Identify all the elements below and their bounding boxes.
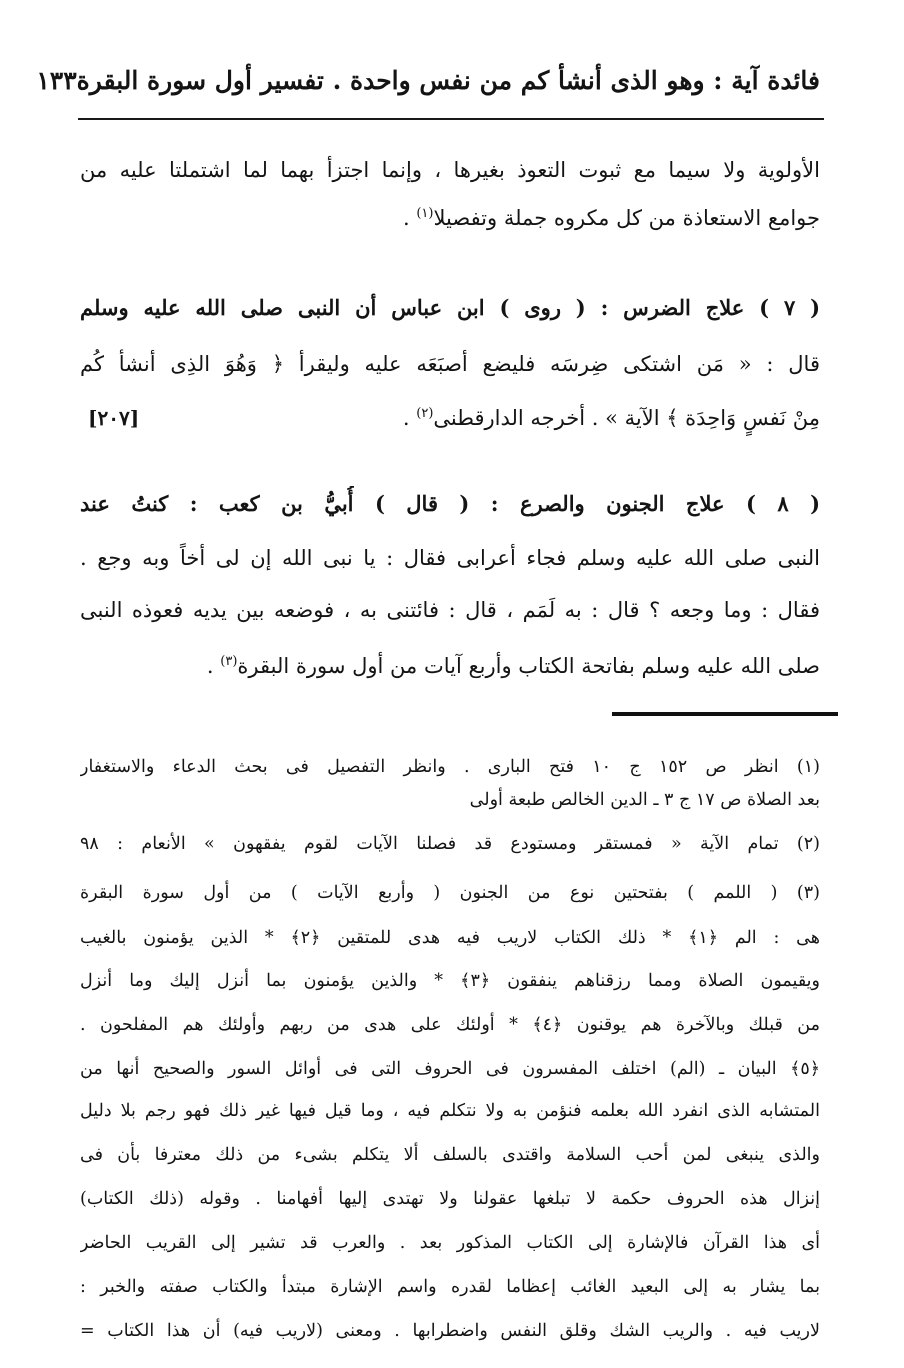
footnote-marker: (٢) <box>416 406 434 421</box>
running-title: فائدة آية : وهو الذى أنشأ كم من نفس واحدة . تفسير أول سورة البقرة <box>76 65 820 95</box>
footnote-marker: (١) <box>416 206 434 221</box>
footnote-line: ﴿٥﴾ البيان ـ (الم) اختلف المفسرون فى الحروف التى فى أوائل السور والصحيح أنها من <box>80 1059 820 1079</box>
text-line: صلى الله عليه وسلم بفاتحة الكتاب وأربع آيات من أول سورة البقرة$^{(٣)}$ . <box>206 654 820 678</box>
text-line: فقال : وما وجعه ؟ قال : به لَمَم ، قال : فائتنى به ، فوضعه بين يديه فعوذه النبى <box>80 598 820 622</box>
page-number: ١٣٣ <box>36 65 77 95</box>
text-line: النبى صلى الله عليه وسلم فجاء أعرابى فقال : يا نبى الله إن لى أخاً وبه وجع . <box>80 546 820 570</box>
footnote-line: هى : الم ﴿١﴾ * ذلك الكتاب لاريب فيه هدى للمتقين ﴿٢﴾ * الذين يؤمنون بالغيب <box>80 928 820 948</box>
footnote-line: لاريب فيه . والريب الشك وقلق النفس واضطرابها . ومعنى (لاريب فيه) أن هذا الكتاب = <box>80 1321 820 1341</box>
footnote-marker: (٣) <box>220 654 238 669</box>
footnote-line: المتشابه الذى انفرد الله بعلمه فنؤمن به ولا نتكلم فيه ، وما قيل فيها غير ذلك فهو رجم بلا دليل <box>80 1101 820 1121</box>
footnote-line: (١) انظر ص ١٥٢ ج ١٠ فتح البارى . وانظر التفصيل فى بحث الدعاء والاستغفار <box>80 757 820 777</box>
footnote-separator <box>612 712 838 716</box>
section-heading-toothache: ( ٧ ) علاج الضرس : ( روى ) ابن عباس أن النبى صلى الله عليه وسلم <box>80 295 820 320</box>
footnote-line: بما يشار به إلى البعيد الغائب إعظاما لقدره واسم الإشارة مبتدأ والكتاب صفته والخبر : <box>80 1277 820 1297</box>
footnote-line: أى هذا القرآن فالإشارة إلى الكتاب المذكور بعد . والعرب قد تشير إلى القريب الحاضر <box>80 1233 820 1253</box>
header-rule <box>78 118 824 120</box>
footnote-line: (٢) تمام الآية « فمستقر ومستودع قد فصلنا الآيات لقوم يفقهون » الأنعام : ٩٨ <box>80 834 820 854</box>
text-line: الأولوية ولا سيما مع ثبوت التعوذ بغيرها ، وإنما اجتزأ بهما لما اشتملتا عليه من <box>80 158 820 182</box>
text-line: قال : « مَن اشتكى ضِرسَه فليضع أصبَعَه عليه وليقرأ ﴿ وَهُوَ الذِى أنشأ كُم <box>80 352 820 376</box>
text-line: مِنْ نَفسٍ وَاحِدَة ﴾ الآية » . أخرجه الدارقطنى$^{(٢)}$ . <box>402 406 820 430</box>
footnote-line: من قبلك وبالآخرة هم يوقنون ﴿٤﴾ * أولئك على هدى من ربهم وأولئك هم المفلحون . <box>80 1015 820 1035</box>
hadith-reference-number: [٢٠٧] <box>88 406 140 430</box>
footnote-line: (٣) ( اللمم ) بفتحتين نوع من الجنون ( وأربع الآيات ) من أول سورة البقرة <box>80 883 820 903</box>
footnote-line: ويقيمون الصلاة ومما رزقناهم ينفقون ﴿٣﴾ * والذين يؤمنون بما أنزل إليك وما أنزل <box>80 971 820 991</box>
section-heading-madness: ( ٨ ) علاج الجنون والصرع : ( قال ) أُبيُّ بن كعب : كنتُ عند <box>80 491 820 516</box>
footnote-line: والذى ينبغى لمن أحب السلامة واقتدى بالسلف ألا يتكلم بشىء من ذلك معترفا بأن فى <box>80 1145 820 1165</box>
footnote-line: إنزال هذه الحروف حكمة لا تبلغها عقولنا ولا تهتدى إليها أفهامنا . وقوله (ذلك الكتاب) <box>80 1189 820 1209</box>
text-line: جوامع الاستعاذة من كل مكروه جملة وتفصيلا$^{(١)}$ . <box>402 206 820 230</box>
running-header <box>36 58 820 102</box>
footnote-line: بعد الصلاة ص ١٧ ج ٣ ـ الدين الخالص طبعة أولى <box>469 790 820 810</box>
